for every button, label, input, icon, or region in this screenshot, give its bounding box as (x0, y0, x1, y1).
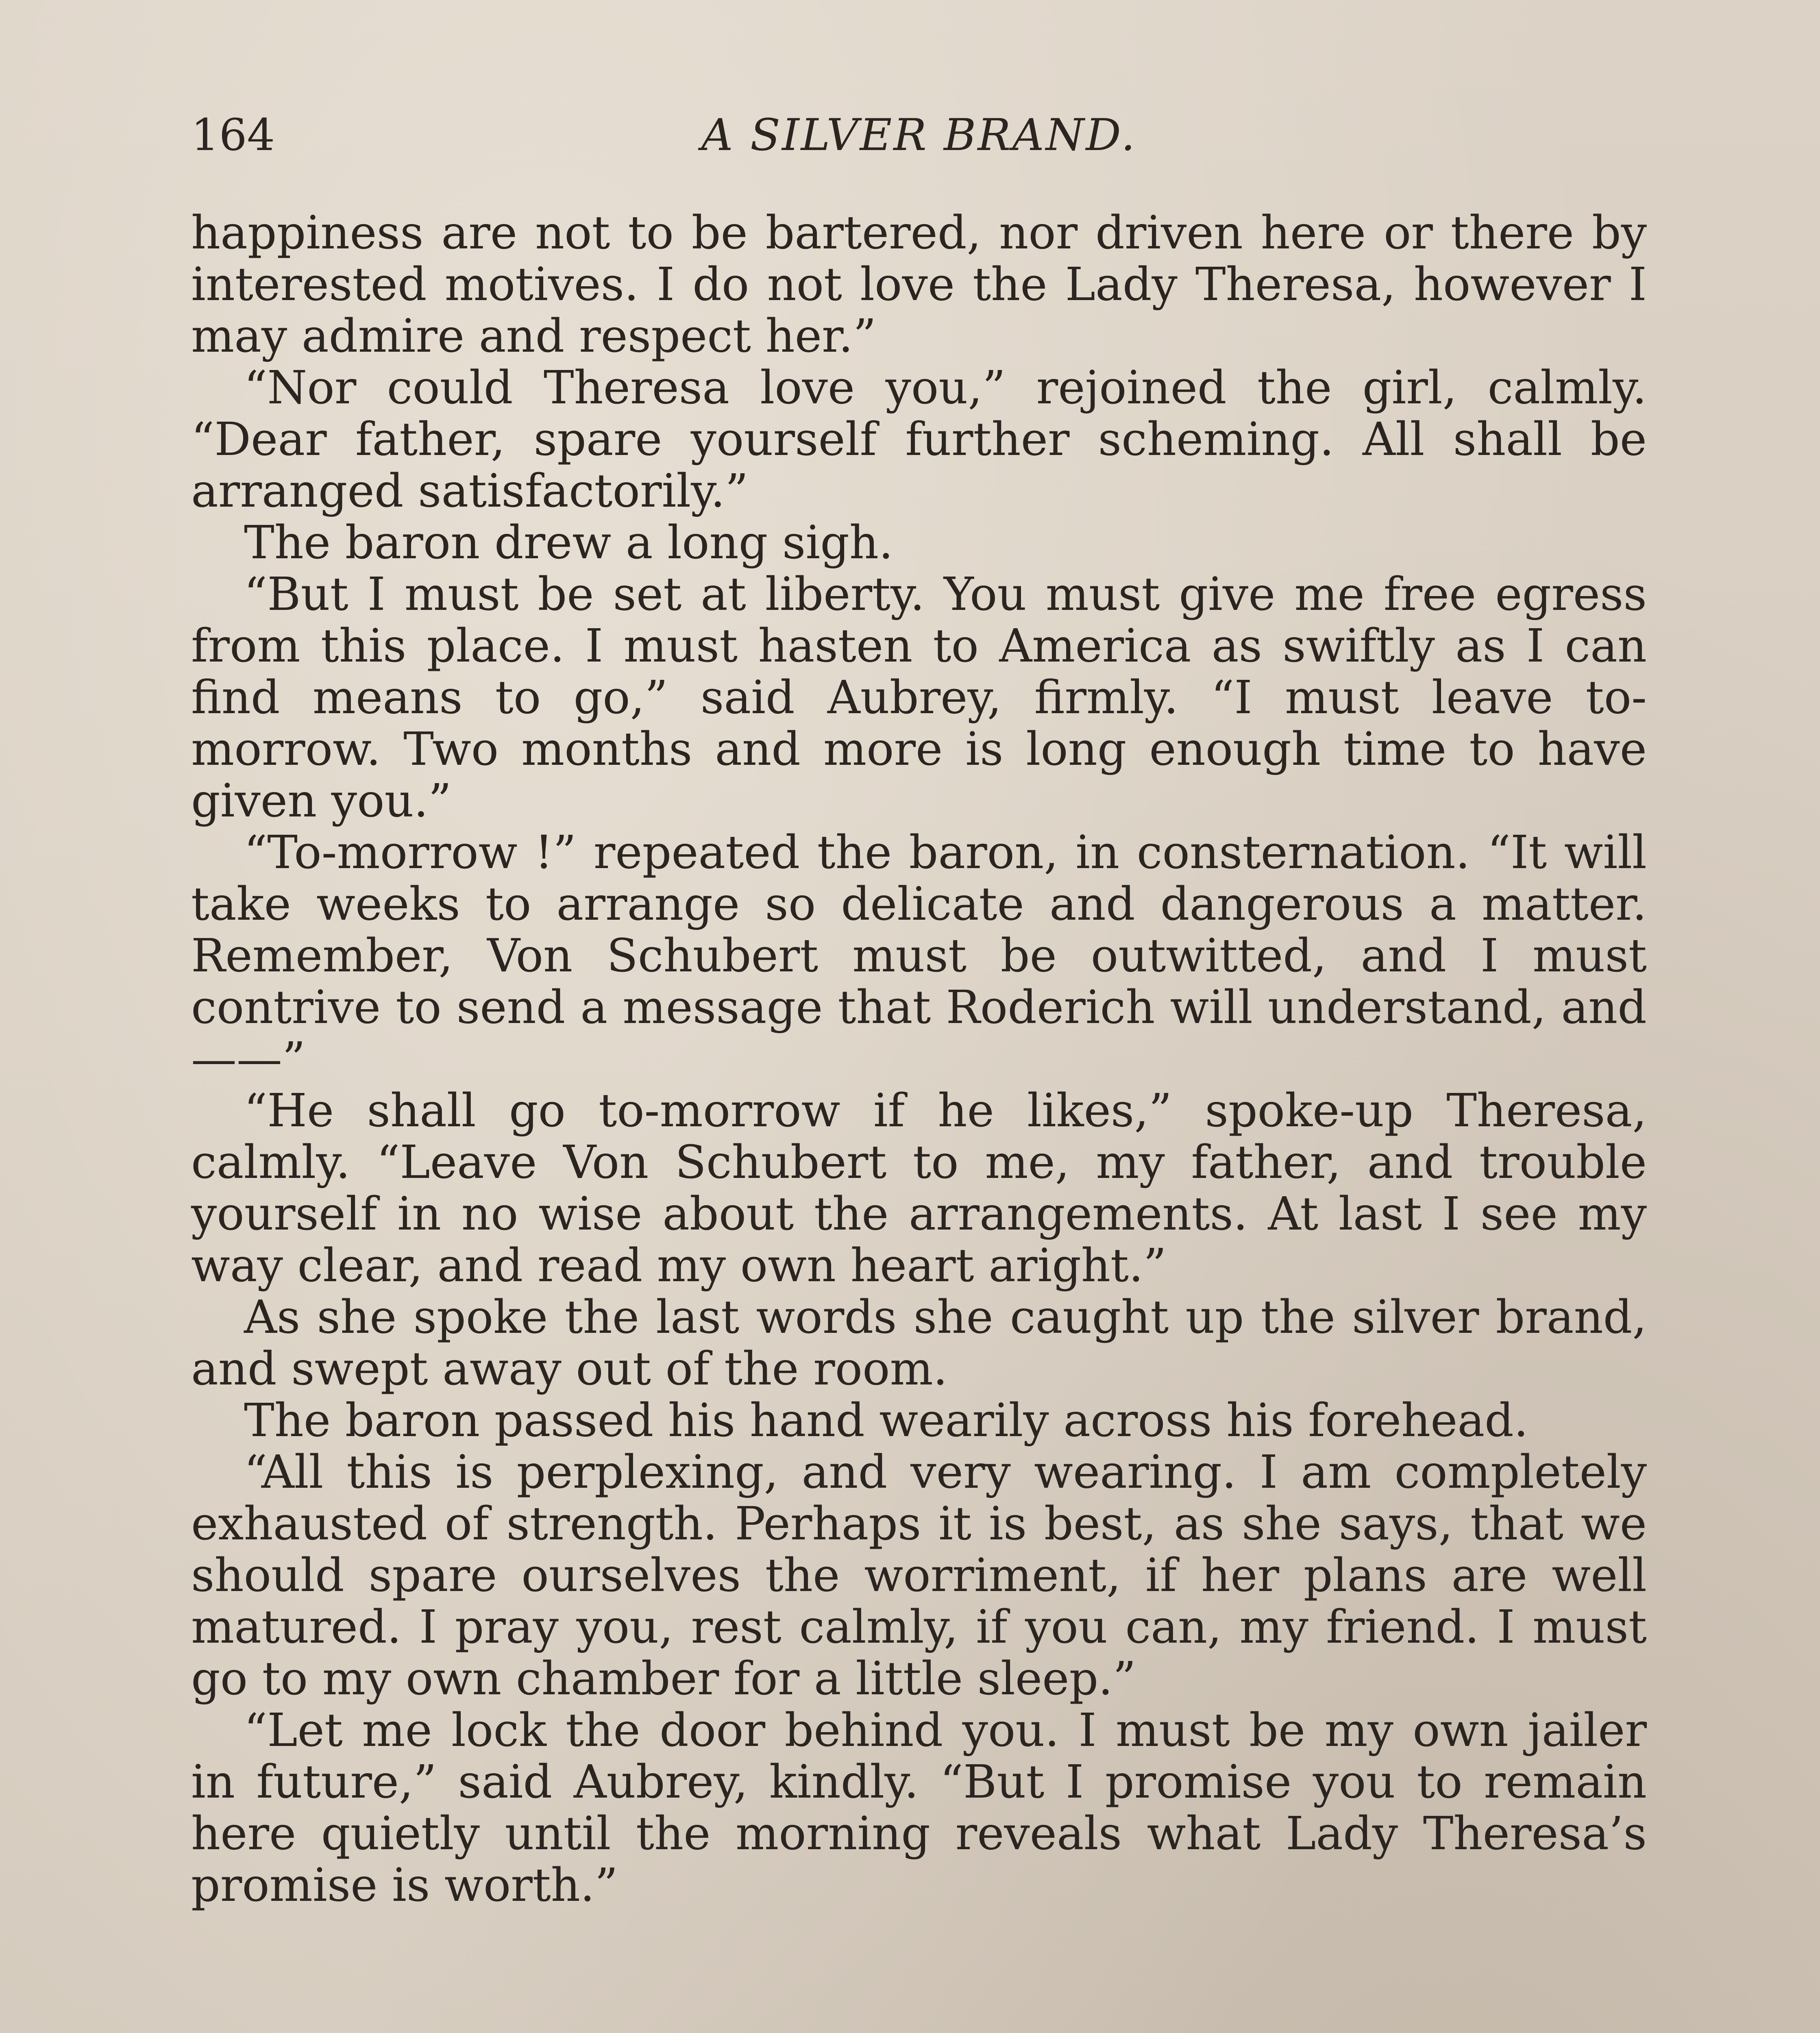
paragraph: “To-morrow !” repeated the baron, in consternation. “It will take weeks to arrange so delicate and dangerous a matter. Remember, Von Schubert must be outwitted, and I must contrive to send a message that Roderich will understand, and——” (191, 826, 1647, 1086)
page-number: 164 (191, 110, 275, 161)
paragraph: “Let me lock the door behind you. I must be my own jailer in future,” said Aubrey, kindly. “But I promise you to remain here quietly until the morning reveals what Lady Theresa’s promise is worth.” (191, 1704, 1647, 1912)
paragraph: “He shall go to-morrow if he likes,” spoke-up Theresa, calmly. “Leave Von Schubert to me, my father, and trouble yourself in no wise about the arrangements. At last I see my way clear, and read my own heart aright.” (191, 1084, 1647, 1292)
paragraph: As she spoke the last words she caught up the silver brand, and swept away out of the room. (191, 1291, 1647, 1395)
paragraph: The baron passed his hand wearily across his forehead. (244, 1394, 1528, 1447)
paragraph: “All this is perplexing, and very wearing. I am completely exhausted of strength. Perhaps it is best, as she says, that we should spare ourselves the worriment, if her plans are well matured. I pray you, rest calmly, if you can, my friend. I must go to my own chamber for a little sleep.” (191, 1446, 1647, 1705)
book-title: A SILVER BRAND. (701, 110, 1137, 161)
paragraph: “Nor could Theresa love you,” rejoined the girl, calmly. “Dear father, spare yourself further scheming. All shall be arranged satisfactorily.” (191, 361, 1647, 518)
paragraph: happiness are not to be bartered, nor driven here or there by interested motives. I do not love the Lady Theresa, however I may admire and respect her.” (191, 207, 1647, 363)
running-head (191, 110, 1647, 183)
paragraph: The baron drew a long sigh. (244, 516, 893, 569)
paragraph: “But I must be set at liberty. You must give me free egress from this place. I must hasten to America as swiftly as I can find means to go,” said Aubrey, firmly. “I must leave to-morrow. Two months and more is long enough time to have given you.” (191, 568, 1647, 827)
body-text (191, 207, 1647, 1911)
